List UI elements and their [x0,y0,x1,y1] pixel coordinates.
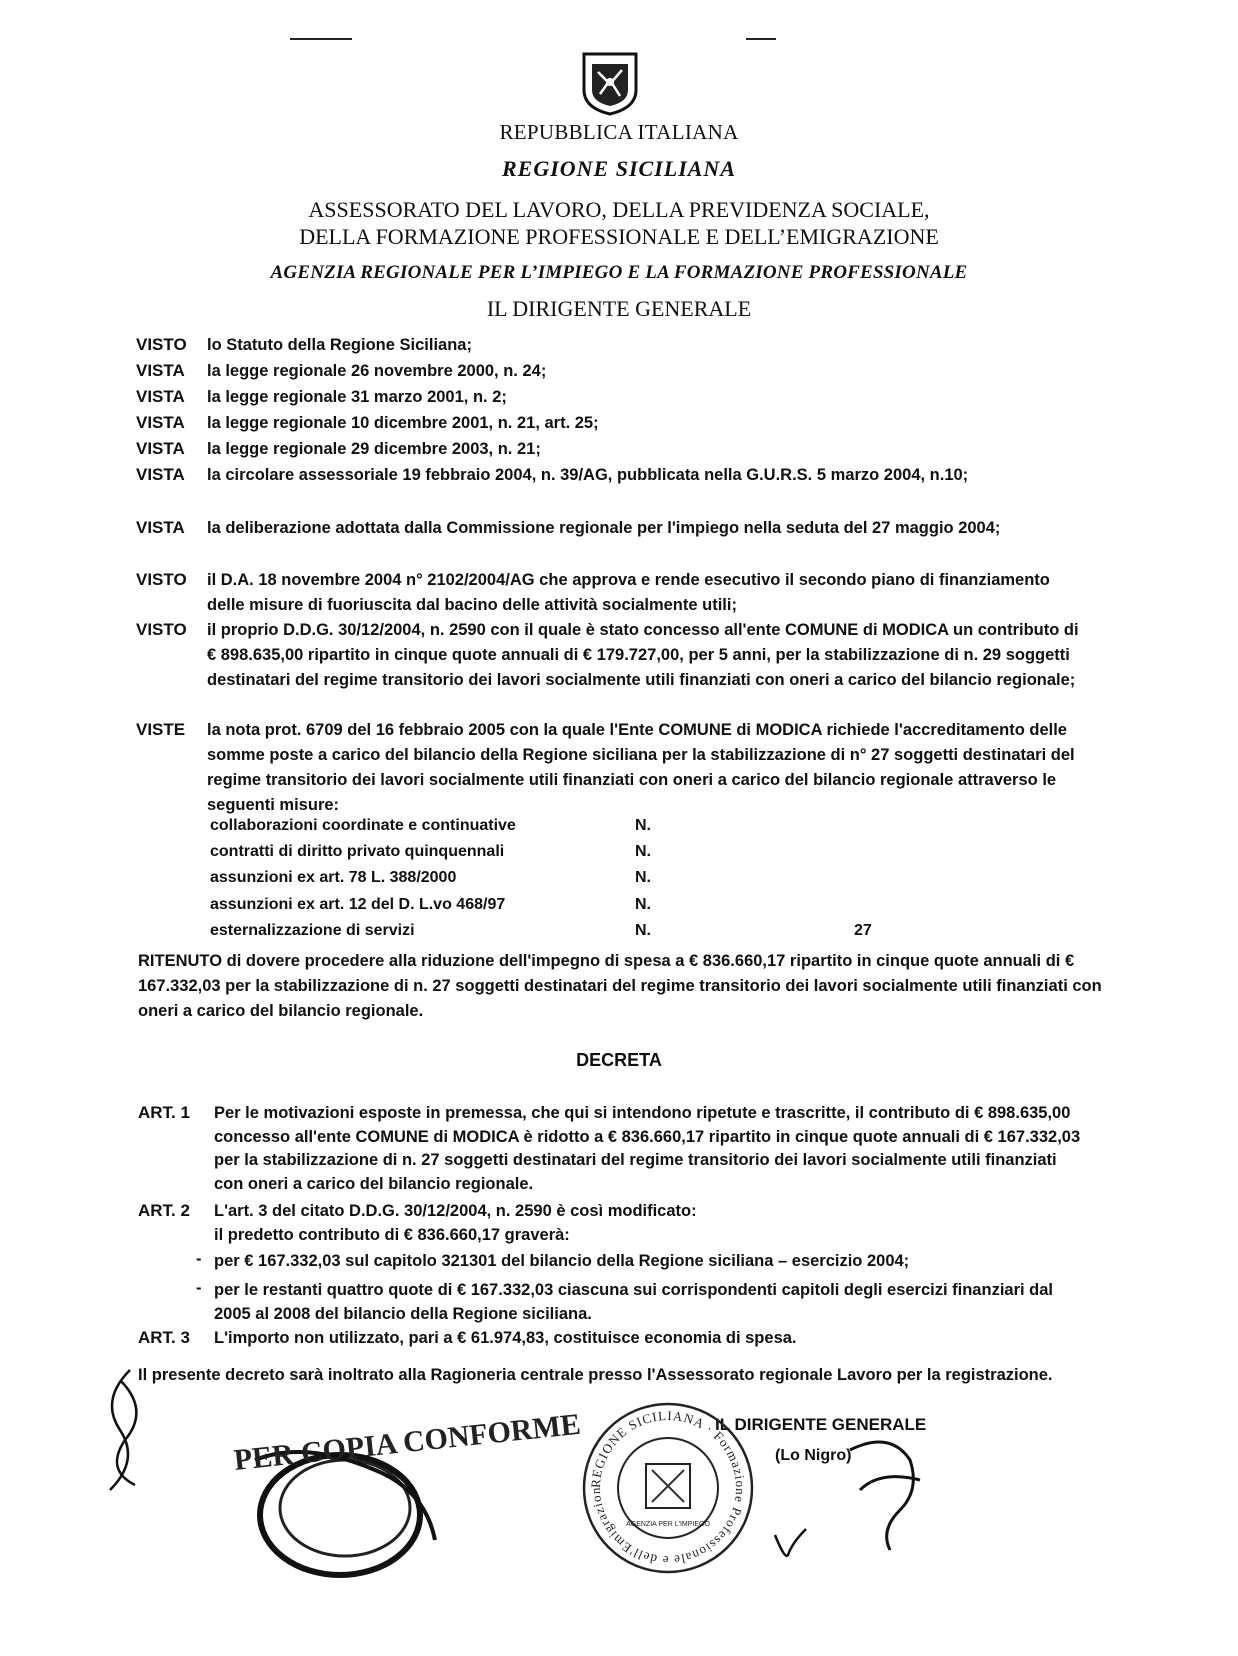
article-2-bullet: per le restanti quattro quote di € 167.332,03 ciascuna sui corrispondenti capitoli degli esercizi finanziari dal 2005 al 2008 del bilancio della Regione siciliana. [214,1281,1054,1323]
premise-text: la legge regionale 26 novembre 2000, n. 24; [207,362,547,380]
ritenuto-label: RITENUTO [138,952,223,970]
assessorato-line-1: ASSESSORATO DEL LAVORO, DELLA PREVIDENZA SOCIALE, [308,197,930,222]
stamp-outer-text: REGIONE SICILIANA · Formazione Professionale e dell'Emigrazion [587,1407,749,1569]
measure-name: assunzioni ex art. 12 del D. L.vo 468/97 [210,896,506,913]
article-2-text: L'art. 3 del citato D.D.G. 30/12/2004, n. 2590 è così modificato: [214,1202,697,1220]
premise-text: la deliberazione adottata dalla Commissione regionale per l'impiego nella seduta del 27 maggio 2004; [207,519,1001,537]
premise-label: VISTO [136,335,187,354]
measure-value: 27 [854,922,872,939]
measure-name: assunzioni ex art. 78 L. 388/2000 [210,869,457,886]
copy-conforme-stamp [225,1407,583,1570]
measure-n: N. [635,817,651,834]
measure-n: N. [635,896,651,913]
closing-paragraph: Il presente decreto sarà inoltrato alla Ragioneria centrale presso l'Assessorato regionale Lavoro per la registrazione. [138,1366,1053,1384]
top-rule-left [290,38,352,40]
premise-label: VISTO [136,570,187,589]
assessorato-line-2: DELLA FORMAZIONE PROFESSIONALE E DELL’EMIGRAZIONE [299,224,939,249]
handwritten-signature [820,1410,940,1560]
ritenuto-text: di dovere procedere alla riduzione dell'impegno di spesa a € 836.660,17 ripartito in cinque quote annuali di € 167.332,03 per la stabilizzazione di n. 27 soggetti destinatari del regime transitorio dei lavori socialmente utili finanziati con oneri a carico del bilancio regionale. [138,952,1102,1020]
measure-n: N. [635,843,651,860]
official-round-stamp [578,1398,758,1578]
article-2-subtext: il predetto contributo di € 836.660,17 graverà: [214,1226,570,1244]
copy-stamp-text: PER COPIA CONFORME [232,1407,583,1477]
premise-text: il proprio D.D.G. 30/12/2004, n. 2590 con il quale è stato concesso all'ente COMUNE di MODICA un contributo di € 898.635,00 ripartito in cinque quote annuali di € 179.727,00, per 5 anni, per la stabilizzazione di n. 29 soggetti destinatari del regime transitorio dei lavori socialmente utili finanziati con oneri a carico del bilancio regionale; [207,621,1079,689]
article-2-label: ART. 2 [138,1201,190,1220]
premise-label: VISTE [136,720,186,739]
initials-mark [770,1525,810,1565]
premise-text: la legge regionale 31 marzo 2001, n. 2; [207,388,507,406]
premise-text: lo Statuto della Regione Siciliana; [207,336,472,354]
premise-text: la nota prot. 6709 del 16 febbraio 2005 con la quale l'Ente COMUNE di MODICA richiede l'accreditamento delle somme poste a carico del bilancio della Regione siciliana per la stabilizzazione di n° 27 soggetti destinatari del regime transitorio dei lavori socialmente utili finanziati con oneri a carico del bilancio regionale attraverso le seguenti misure: [207,721,1075,814]
premise-text: il D.A. 18 novembre 2004 n° 2102/2004/AG che approva e rende esecutivo il secondo piano di finanziamento delle misure di fuoriuscita dal bacino delle attività socialmente utili; [207,571,1050,614]
margin-handwriting [90,1360,160,1500]
measure-n: N. [635,922,651,939]
premise-label: VISTA [136,361,185,380]
region-emblem-icon [580,50,640,116]
agency-heading: AGENZIA REGIONALE PER L’IMPIEGO E LA FORMAZIONE PROFESSIONALE [270,262,968,283]
premise-label: VISTA [136,439,185,458]
republic-heading: REPUBBLICA ITALIANA [499,120,739,144]
bullet-dash: - [196,1279,202,1297]
document-title: IL DIRIGENTE GENERALE [486,296,752,321]
article-3-label: ART. 3 [138,1328,190,1347]
signature-title: IL DIRIGENTE GENERALE [715,1415,927,1434]
measure-name: esternalizzazione di servizi [210,922,415,939]
premise-text: la legge regionale 10 dicembre 2001, n. 21, art. 25; [207,414,599,432]
premise-label: VISTA [136,387,185,406]
article-1-label: ART. 1 [138,1103,190,1122]
premise-label: VISTA [136,413,185,432]
premise-label: VISTO [136,620,187,639]
premise-text: la legge regionale 29 dicembre 2003, n. 21; [207,440,541,458]
article-2-bullet: per € 167.332,03 sul capitolo 321301 del bilancio della Regione siciliana – esercizio 2004; [214,1252,910,1270]
article-1-text: Per le motivazioni esposte in premessa, che qui si intendono ripetute e trascritte, il contributo di € 898.635,00 concesso all'ente COMUNE di MODICA è ridotto a € 836.660,17 ripartito in cinque quote annuali di € 167.332,03 per la stabilizzazione di n. 27 soggetti destinatari del regime transitorio dei lavori socialmente utili finanziati con oneri a carico del bilancio regionale. [214,1104,1081,1193]
premise-label: VISTA [136,465,185,484]
stamp-inner-text: AGENZIA PER L'IMPIEGO [626,1521,710,1528]
article-3-text: L'importo non utilizzato, pari a € 61.974,83, costituisce economia di spesa. [214,1329,797,1347]
measure-name: contratti di diritto privato quinquennali [210,843,505,860]
decreta-heading: DECRETA [576,1050,662,1070]
measure-name: collaborazioni coordinate e continuative [210,817,516,834]
measure-n: N. [635,869,651,886]
region-heading: REGIONE SICILIANA [501,156,736,181]
premise-text: la circolare assessoriale 19 febbraio 2004, n. 39/AG, pubblicata nella G.U.R.S. 5 marzo 2004, n.10; [207,466,969,484]
signature-name: (Lo Nigro) [775,1447,852,1464]
bullet-dash: - [196,1250,202,1268]
ritenuto-paragraph [138,949,1138,1024]
top-rule-right [746,38,776,40]
premise-label: VISTA [136,518,185,537]
